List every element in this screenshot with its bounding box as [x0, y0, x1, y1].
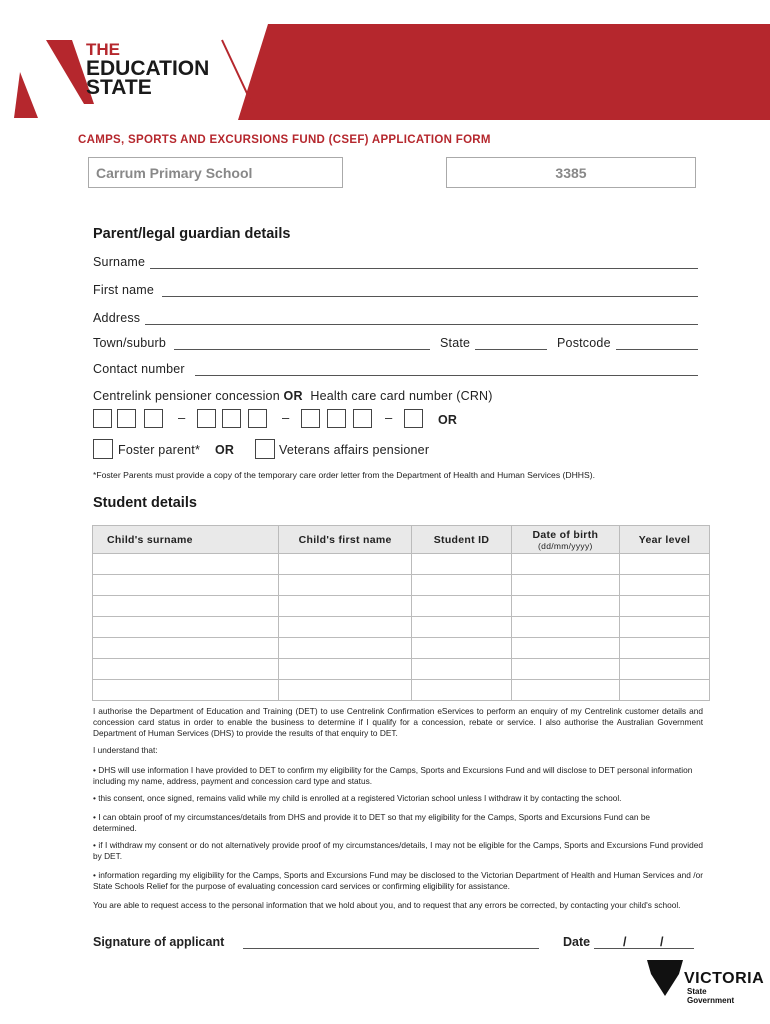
foster-parent-label: Foster parent* — [118, 443, 201, 457]
crn-separator: – — [385, 410, 393, 425]
logo-line-1: THE — [86, 40, 120, 59]
address-label: Address — [93, 311, 141, 325]
table-cell[interactable] — [412, 554, 511, 575]
consent-paragraph: I authorise the Department of Education and Training (DET) to use Centrelink Confirmation eServices to perform an enquiry of my Centrelink customer details and concession card status in order to enable the business to determine if I qualify for a concession, rebate or service. I also authorise the Australian Government Department of Human Services (DHS) to provide the results of that enquiry to DET. — [93, 706, 703, 738]
table-row — [93, 596, 710, 617]
table-cell[interactable] — [412, 596, 511, 617]
foster-note: *Foster Parents must provide a copy of the temporary care order letter from the Department of Health and Human Services (DHHS). — [93, 470, 595, 480]
table-cell[interactable] — [511, 596, 619, 617]
table-cell[interactable] — [278, 554, 411, 575]
crn-box[interactable] — [301, 409, 320, 428]
table-cell[interactable] — [620, 596, 710, 617]
crn-separator: – — [282, 410, 290, 425]
crn-or-label: OR — [438, 413, 458, 427]
centrelink-label: Centrelink pensioner concession — [93, 389, 280, 403]
consent-bullet: • information regarding my eligibility for the Camps, Sports and Excursions Fund may be disclosed to the Victorian Department of Health and Human Services and /or State Schools Relief for the purpose of evaluating concession card services or confirming eligibility for assistance. — [93, 870, 703, 891]
column-header: Child's surname — [93, 526, 279, 554]
crn-box[interactable] — [327, 409, 346, 428]
table-cell[interactable] — [511, 554, 619, 575]
parent-details-heading: Parent/legal guardian details — [93, 226, 291, 242]
education-state-logo — [86, 40, 209, 97]
consent-bullet: • this consent, once signed, remains valid while my child is enrolled at a registered Victorian school unless I withdraw it by contacting the school. — [93, 793, 622, 803]
table-row — [93, 680, 710, 701]
table-cell[interactable] — [93, 659, 279, 680]
column-header: Year level — [620, 526, 710, 554]
dob-format: (dd/mm/yyyy) — [538, 540, 593, 551]
crn-box[interactable] — [248, 409, 267, 428]
table-cell[interactable] — [511, 680, 619, 701]
table-cell[interactable] — [93, 575, 279, 596]
table-row — [93, 575, 710, 596]
foster-or-label: OR — [215, 443, 235, 457]
surname-label: Surname — [93, 255, 146, 269]
table-cell[interactable] — [93, 680, 279, 701]
contact-label: Contact number — [93, 362, 185, 376]
table-cell[interactable] — [412, 638, 511, 659]
table-row — [93, 638, 710, 659]
crn-box[interactable] — [222, 409, 241, 428]
date-slash: / — [623, 935, 627, 949]
state-government-label — [687, 987, 734, 1005]
state-input[interactable] — [475, 349, 547, 350]
table-cell[interactable] — [278, 596, 411, 617]
table-cell[interactable] — [620, 554, 710, 575]
table-cell[interactable] — [278, 659, 411, 680]
contact-input[interactable] — [195, 375, 698, 376]
veterans-checkbox[interactable] — [255, 439, 275, 459]
student-details-heading: Student details — [93, 495, 197, 511]
or-label: OR — [283, 389, 303, 403]
table-cell[interactable] — [412, 575, 511, 596]
first-name-input[interactable] — [162, 296, 698, 297]
table-cell[interactable] — [412, 659, 511, 680]
date-input[interactable] — [594, 948, 694, 949]
student-table — [92, 525, 710, 701]
veterans-label: Veterans affairs pensioner — [279, 443, 430, 457]
concession-row — [93, 389, 493, 403]
consent-bullet: • if I withdraw my consent or do not alternatively provide proof of my circumstances/details, I may not be eligible for the Camps, Sports and Excursions Fund provided by DET. — [93, 840, 703, 861]
column-header-dob — [511, 526, 619, 554]
table-cell[interactable] — [278, 617, 411, 638]
crn-separator: – — [178, 410, 186, 425]
crn-box[interactable] — [197, 409, 216, 428]
state-label: State — [440, 336, 471, 350]
crn-box[interactable] — [353, 409, 372, 428]
table-cell[interactable] — [511, 638, 619, 659]
victoria-map-icon — [645, 958, 685, 998]
table-row — [93, 554, 710, 575]
table-row — [93, 617, 710, 638]
table-cell[interactable] — [511, 617, 619, 638]
consent-bullet: • DHS will use information I have provided to DET to confirm my eligibility for the Camps, Sports and Excursions Fund and will disclose to DET personal information including my name, address, payment and concession card type and status. — [93, 765, 693, 786]
table-cell[interactable] — [620, 575, 710, 596]
crn-box[interactable] — [93, 409, 112, 428]
table-cell[interactable] — [620, 638, 710, 659]
form-title: CAMPS, SPORTS AND EXCURSIONS FUND (CSEF) APPLICATION FORM — [78, 134, 491, 146]
table-cell[interactable] — [511, 575, 619, 596]
date-slash: / — [660, 935, 664, 949]
table-cell[interactable] — [278, 575, 411, 596]
consent-bullet: • I can obtain proof of my circumstances/details from DHS and provide it to DET so that my eligibility for the Camps, Sports and Excursions Fund can be determined. — [93, 812, 651, 833]
table-cell[interactable] — [620, 680, 710, 701]
date-label: Date — [563, 935, 591, 949]
surname-input[interactable] — [150, 268, 698, 269]
crn-box[interactable] — [144, 409, 163, 428]
table-cell[interactable] — [620, 617, 710, 638]
dob-label: Date of birth — [532, 528, 599, 541]
table-cell[interactable] — [93, 617, 279, 638]
address-input[interactable] — [145, 324, 698, 325]
column-header: Child's first name — [278, 526, 411, 554]
postcode-input[interactable] — [616, 349, 698, 350]
victoria-wordmark: VICTORIA — [684, 970, 765, 987]
table-cell[interactable] — [278, 638, 411, 659]
crn-box[interactable] — [117, 409, 136, 428]
school-name-field[interactable]: Carrum Primary School — [88, 157, 343, 188]
table-cell[interactable] — [278, 680, 411, 701]
town-input[interactable] — [174, 349, 430, 350]
signature-label: Signature of applicant — [93, 935, 225, 949]
town-label: Town/suburb — [93, 336, 167, 350]
access-paragraph: You are able to request access to the personal information that we hold about you, and to request that any errors be corrected, by contacting your child's school. — [93, 900, 681, 910]
column-header: Student ID — [412, 526, 511, 554]
government-text: Government — [687, 996, 735, 1005]
health-card-label: Health care card number (CRN) — [310, 389, 493, 403]
table-cell[interactable] — [511, 659, 619, 680]
student-table-header — [93, 526, 710, 554]
state-text: State — [687, 987, 707, 996]
first-name-label: First name — [93, 283, 155, 297]
logo-line-2: EDUCATION — [86, 57, 210, 80]
table-cell[interactable] — [412, 680, 511, 701]
table-cell[interactable] — [620, 659, 710, 680]
foster-parent-checkbox[interactable] — [93, 439, 113, 459]
understand-label: I understand that: — [93, 745, 158, 755]
table-cell[interactable] — [412, 617, 511, 638]
table-cell[interactable] — [93, 596, 279, 617]
crn-box[interactable] — [404, 409, 423, 428]
table-cell[interactable] — [93, 638, 279, 659]
table-row — [93, 659, 710, 680]
signature-input[interactable] — [243, 948, 539, 949]
logo-line-3: STATE — [86, 76, 152, 99]
postcode-label: Postcode — [557, 336, 611, 350]
school-number-field[interactable]: 3385 — [446, 157, 696, 188]
table-cell[interactable] — [93, 554, 279, 575]
